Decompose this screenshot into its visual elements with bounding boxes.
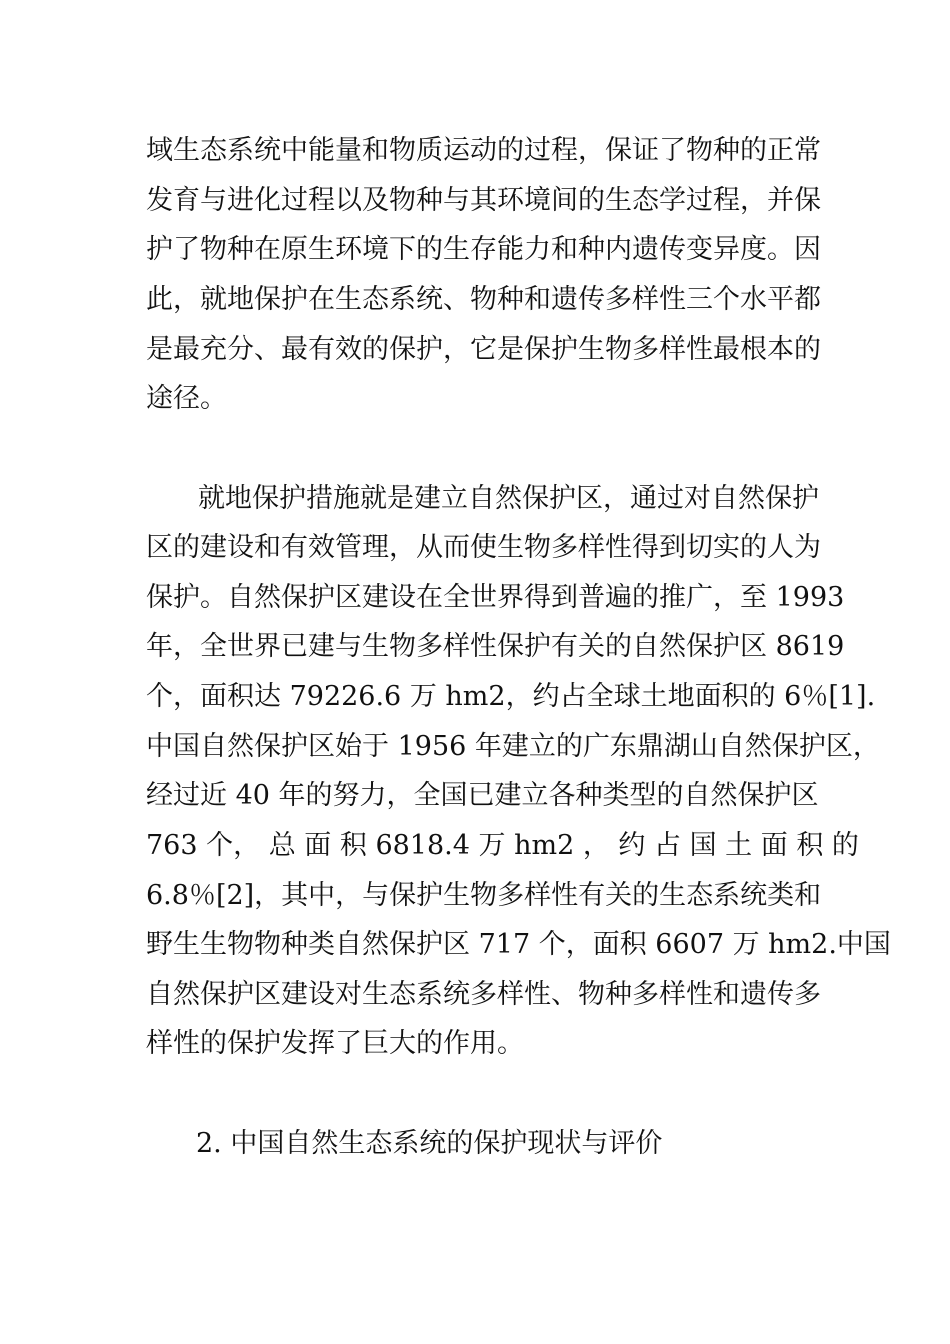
paragraph-line: 中国自然保护区始于 1956 年建立的广东鼎湖山自然保护区， (146, 731, 880, 762)
paragraph-line: 区的建设和有效管理，从而使生物多样性得到切实的人为 (146, 532, 821, 563)
paragraph-line: 经过近 40 年的努力，全国已建立各种类型的自然保护区 (146, 780, 819, 811)
paragraph-line: 发育与进化过程以及物种与其环境间的生态学过程，并保 (146, 185, 821, 216)
paragraph-line: 自然保护区建设对生态系统多样性、物种多样性和遗传多 (146, 979, 821, 1010)
paragraph-line: 年，全世界已建与生物多样性保护有关的自然保护区 8619 (146, 631, 845, 662)
paragraph-line: 此，就地保护在生态系统、物种和遗传多样性三个水平都 (146, 284, 821, 315)
paragraph-line: 个，面积达 79226.6 万 hm2，约占全球土地面积的 6％[1]. (146, 681, 876, 712)
paragraph-line: 样性的保护发挥了巨大的作用。 (146, 1028, 524, 1059)
paragraph-line: 途径。 (146, 383, 227, 414)
paragraph-line: 是最充分、最有效的保护，它是保护生物多样性最根本的 (146, 334, 821, 365)
paragraph-line: 6.8％[2]，其中，与保护生物多样性有关的生态系统类和 (146, 880, 822, 911)
paragraph-line: 护了物种在原生环境下的生存能力和种内遗传变异度。因 (146, 234, 821, 265)
paragraph-line: 保护。自然保护区建设在全世界得到普遍的推广，至 1993 (146, 582, 845, 613)
paragraph-line: 野生生物物种类自然保护区 717 个，面积 6607 万 hm2.中国 (146, 929, 891, 960)
section-heading: 2. 中国自然生态系统的保护现状与评价 (196, 1128, 663, 1159)
paragraph-line: 域生态系统中能量和物质运动的过程，保证了物种的正常 (146, 135, 821, 166)
paragraph-line: 就地保护措施就是建立自然保护区，通过对自然保护 (198, 483, 819, 514)
paragraph-line: 763 个， 总 面 积 6818.4 万 hm2 ， 约 占 国 土 面 积 的 (146, 830, 859, 861)
